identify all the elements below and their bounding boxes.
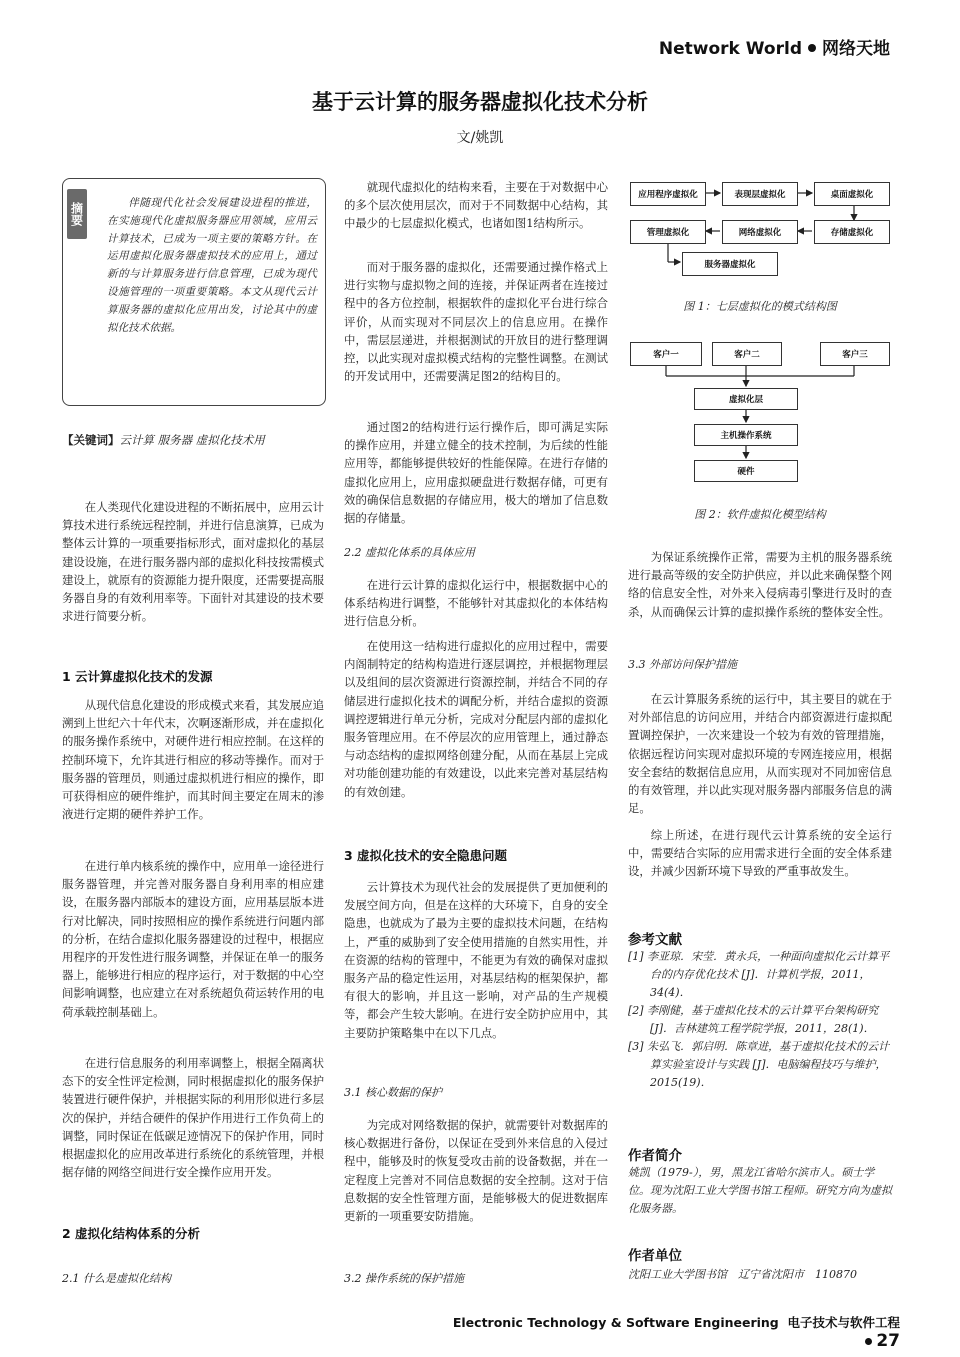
fig2-box-client2: 客户二 (712, 342, 782, 366)
fig2-box-client3: 客户三 (820, 342, 890, 366)
col2-para1: 就现代虚拟化的结构来看，主要在于对数据中心的多个层次使用层次，而对于不同数据中心结构，其中最少的七层虚拟化模式，也诸如图1结构所示。 (344, 180, 608, 231)
fig1-box-storage: 存储虚拟化 (814, 220, 890, 244)
keywords-text: 云计算 服务器 虚拟化技术用 (119, 433, 265, 447)
reference-item: [1] 李亚琼．宋莹．黄永兵，一种面向虚拟化云计算平台的内存优化技术 [J]．计算机学报，2011，34(4)． (628, 950, 890, 999)
unit-text: 沈阳工业大学图书馆 辽宁省沈阳市 110870 (628, 1268, 857, 1281)
col1-para1: 在人类现代化建设进程的不断拓展中，应用云计算技术进行系统远程控制，并进行信息演算，已成为整体云计算的一项重要指标形式，面对虚拟化的基层建设设施，在进行服务器内部的虚拟化科技按需模式建设上，就原有的资源能力提升限度，还需要提高服务器自身的有效利用率等。下面针对其建设的技术要求进行简要分析。 (62, 500, 325, 624)
keywords (62, 432, 326, 448)
fig1-box-network: 网络虚拟化 (722, 220, 798, 244)
footer-journal-en: Electronic Technology & Software Engineering (452, 1315, 779, 1330)
col2-para4: 在进行云计算的虚拟化运行中，根据数据中心的体系结构进行调整，不能够针对其虚拟化的本体结构进行信息分析。 (344, 578, 608, 629)
reference-item: [2] 李刚健，基于虚拟化技术的云计算平台架构研究 [J]．吉林建筑工程学院学报，2011，28(1)． (628, 1004, 879, 1035)
fig2-box-host-os: 主机操作系统 (694, 424, 798, 446)
col3-para1: 为保证系统操作正常，需要为主机的服务器系统进行最高等级的安全防护供应，并以此来确保整个网络的信息安全性，对外来入侵病毒引擎进行及时的查杀，从而确保云计算的虚拟操作系统的整体安全性。 (628, 550, 892, 619)
abstract-text: 伴随现代化社会发展建设进程的推进，在实施现代化虚拟服务器应用领域，应用云计算技术，已成为一项主要的策略方针。在运用虚拟化服务器虚拟技术的应用上，通过新的与计算服务进行信息管理，已成为现代设施管理的一项重要策略。本文从现代云计算服务器的虚拟化应用出发，讨论其中的虚拟化技术依据。 (107, 197, 317, 334)
unit-heading: 作者单位 (628, 1248, 682, 1264)
abstract-tag: 摘要 (67, 189, 87, 239)
col2-para5: 在使用这一结构进行虚拟化的应用过程中，需要内阁制特定的结构构造进行逐层调控，并根据物理层以及组间的层次资源进行资源控制，并结合不同的存储层进行虚拟化技术的调配分析，并结合虚拟的资源调控逻辑进行单元分析，完成对分配层内部的虚拟化服务管理应用。在不停层次的应用管理上，通过静态与动态结构的虚拟网络创建分配，从而在基层上完成对功能创建功能的有效建设，以此来完善对基层结构的有效创建。 (344, 639, 608, 799)
col2-para6: 云计算技术为现代社会的发展提供了更加便利的发展空间方向，但是在这样的大环境下，自身的安全隐患，也就成为了最为主要的虚拟技术问题，在结构上，严重的威胁到了安全使用措施的自然实用性，并在资源的结构的管理中，不能更为有效的确保对虚拟服务产品的稳定性运用，对基层结构的框架保护，都有很大的影响，并且这一影响，对产品的生产规模等，都会产生较大影响。在进行安全防护应用中，其主要防护策略集中在以下几点。 (344, 880, 608, 1040)
footer-journal-cn: 电子技术与软件工程 (787, 1315, 900, 1330)
bullet-icon (865, 1338, 872, 1345)
col2-para7: 为完成对网络数据的保护，就需要针对数据库的核心数据进行备份，以保证在受到外来信息的入侵过程中，能够及时的恢复受攻击前的设备数据，并在一定程度上完善对不同信息数据的安全控制。这对于信息数据的安全性管理方面，是能够极大的促进数据库更新的一项重要安防措施。 (344, 1118, 608, 1224)
figure-2 (628, 340, 892, 490)
references-list (628, 948, 892, 1092)
fig2-box-virtual-layer: 虚拟化层 (694, 388, 798, 410)
reference-item: [3] 朱弘飞．郭启明．陈章进，基于虚拟化技术的云计算实验室设计与实践 [J]．电脑编程技巧与维护，2015(19)． (628, 1040, 890, 1089)
page-number: 27 (876, 1331, 900, 1351)
section-2-2-heading: 2.2 虚拟化体系的具体应用 (344, 546, 475, 559)
section-3-heading: 3 虚拟化技术的安全隐患问题 (344, 848, 508, 863)
keywords-label: 【关键词】 (62, 433, 120, 447)
bullet-icon (808, 44, 816, 52)
abstract-box (62, 178, 326, 406)
figure-1 (628, 180, 892, 280)
fig2-box-client1: 客户一 (630, 342, 702, 366)
section-2-1-heading: 2.1 什么是虚拟化结构 (62, 1272, 171, 1285)
header-cn: 网络天地 (822, 39, 890, 59)
fig1-box-management: 管理虚拟化 (630, 220, 706, 244)
col2-para2: 而对于服务器的虚拟化，还需要通过操作格式上进行实物与虚拟物之间的连接，并保证两者在连接过程中的各方位控制，根据软件的虚拟化平台进行综合评价，从而实现对不同层次上的信息应用。在操作中，需层层递进，并根据测试的开放目的进行整理调控，以此实现对虚拟模式结构的完整性调整。在测试的开发试用中，还需要满足图2的结构目的。 (344, 260, 608, 384)
references-heading: 参考文献 (628, 932, 682, 948)
fig1-box-presentation: 表现层虚拟化 (722, 182, 798, 206)
bio-text: 姚凯（1979-），男，黑龙江省哈尔滨市人。硕士学位。现为沈阳工业大学图书馆工程师。研究方向为虚拟化服务器。 (628, 1166, 892, 1215)
col3-para2: 在云计算服务系统的运行中，其主要目的就在于对外部信息的访问应用，并结合内部资源进行虚拟配置调控保护，一次来建设一个较为有效的管理措施，依据远程访问实现对虚拟环境的专网连接应用，根据安全套结的数据信息应用，从而实现对不同加密信息的有效管理，并以此实现对服务器内部服务信息的满足。 (628, 692, 892, 816)
fig1-box-server: 服务器虚拟化 (682, 252, 778, 276)
col2-para3: 通过图2的结构进行运行操作后，即可满足实际的操作应用，并建立健全的技术控制，为后续的性能应用等，都能够提供较好的性能保障。在进行存储的虚拟化应用上，应用虚拟硬盘进行数据存储，可更有效的确保信息数据的存储应用，极大的增加了信息数据的存储量。 (344, 420, 608, 526)
section-1-heading: 1 云计算虚拟化技术的发源 (62, 669, 213, 684)
section-2-heading: 2 虚拟化结构体系的分析 (62, 1226, 201, 1241)
article-author: 文/姚凯 (456, 130, 504, 146)
running-footer (440, 1313, 900, 1351)
figure-2-caption: 图 2：软件虚拟化模型结构 (694, 508, 826, 521)
section-3-1-heading: 3.1 核心数据的保护 (344, 1086, 442, 1099)
section-3-3-heading: 3.3 外部访问保护措施 (628, 658, 737, 671)
figure-1-caption: 图 1：七层虚拟化的模式结构图 (683, 300, 837, 313)
article-title: 基于云计算的服务器虚拟化技术分析 (312, 90, 648, 114)
col3-para3: 综上所述，在进行现代云计算系统的安全运行中，需要结合实际的应用需求进行全面的安全体系建设，并减少因新环境下导致的严重事故发生。 (628, 828, 892, 879)
col1-para3: 在进行单内核系统的操作中，应用单一途径进行服务器管理，并完善对服务器自身利用率的相应建设，在服务器内部版本的建设方面，应用基层版本进行对比解决，同时按照相应的操作系统进行问题内部的分析，在结合虚拟化服务器建设的过程中，根据应用程序的开发性进行服务调整，并保证在单一的服务器上，能够进行相应的程序运行，对于数据的中心空间影响调整，也应建立在对系统超负荷运转作用的电荷承载控制基础上。 (62, 859, 325, 1019)
col1-para4: 在进行信息服务的利用率调整上，根据全隔离状态下的安全性评定检测，同时根据虚拟化的服务保护装置进行硬件保护，并根据实际的利用形似进行多层次的保护，并结合硬件的保护作用进行工作负荷上的调整，同时保证在低碳足迹情况下的保护作用，同时根据虚拟化的应用改革进行系统化的系统管理，并根据存储的网络空间进行安全操作应用开发。 (62, 1056, 325, 1180)
running-header (610, 34, 890, 59)
fig1-box-app: 应用程序虚拟化 (630, 182, 706, 206)
fig2-box-hardware: 硬件 (694, 460, 798, 482)
col1-para2: 从现代信息化建设的形成模式来看，其发展应追溯到上世纪六十年代末，次啊逐渐形成，并在虚拟化的服务操作系统中，对硬件进行相应控制。在这样的控制环境下，允许其进行相应的移动等操作。而对于服务器的管理员，则通过虚拟机进行相应的操作，即可获得相应的硬件维护，而其时间主要定在周末的渗液进行定期的硬件养护工作。 (62, 698, 325, 822)
bio-heading: 作者简介 (628, 1148, 682, 1164)
section-3-2-heading: 3.2 操作系统的保护措施 (344, 1272, 464, 1285)
fig1-box-desktop: 桌面虚拟化 (814, 182, 890, 206)
header-en: Network World (658, 39, 802, 59)
